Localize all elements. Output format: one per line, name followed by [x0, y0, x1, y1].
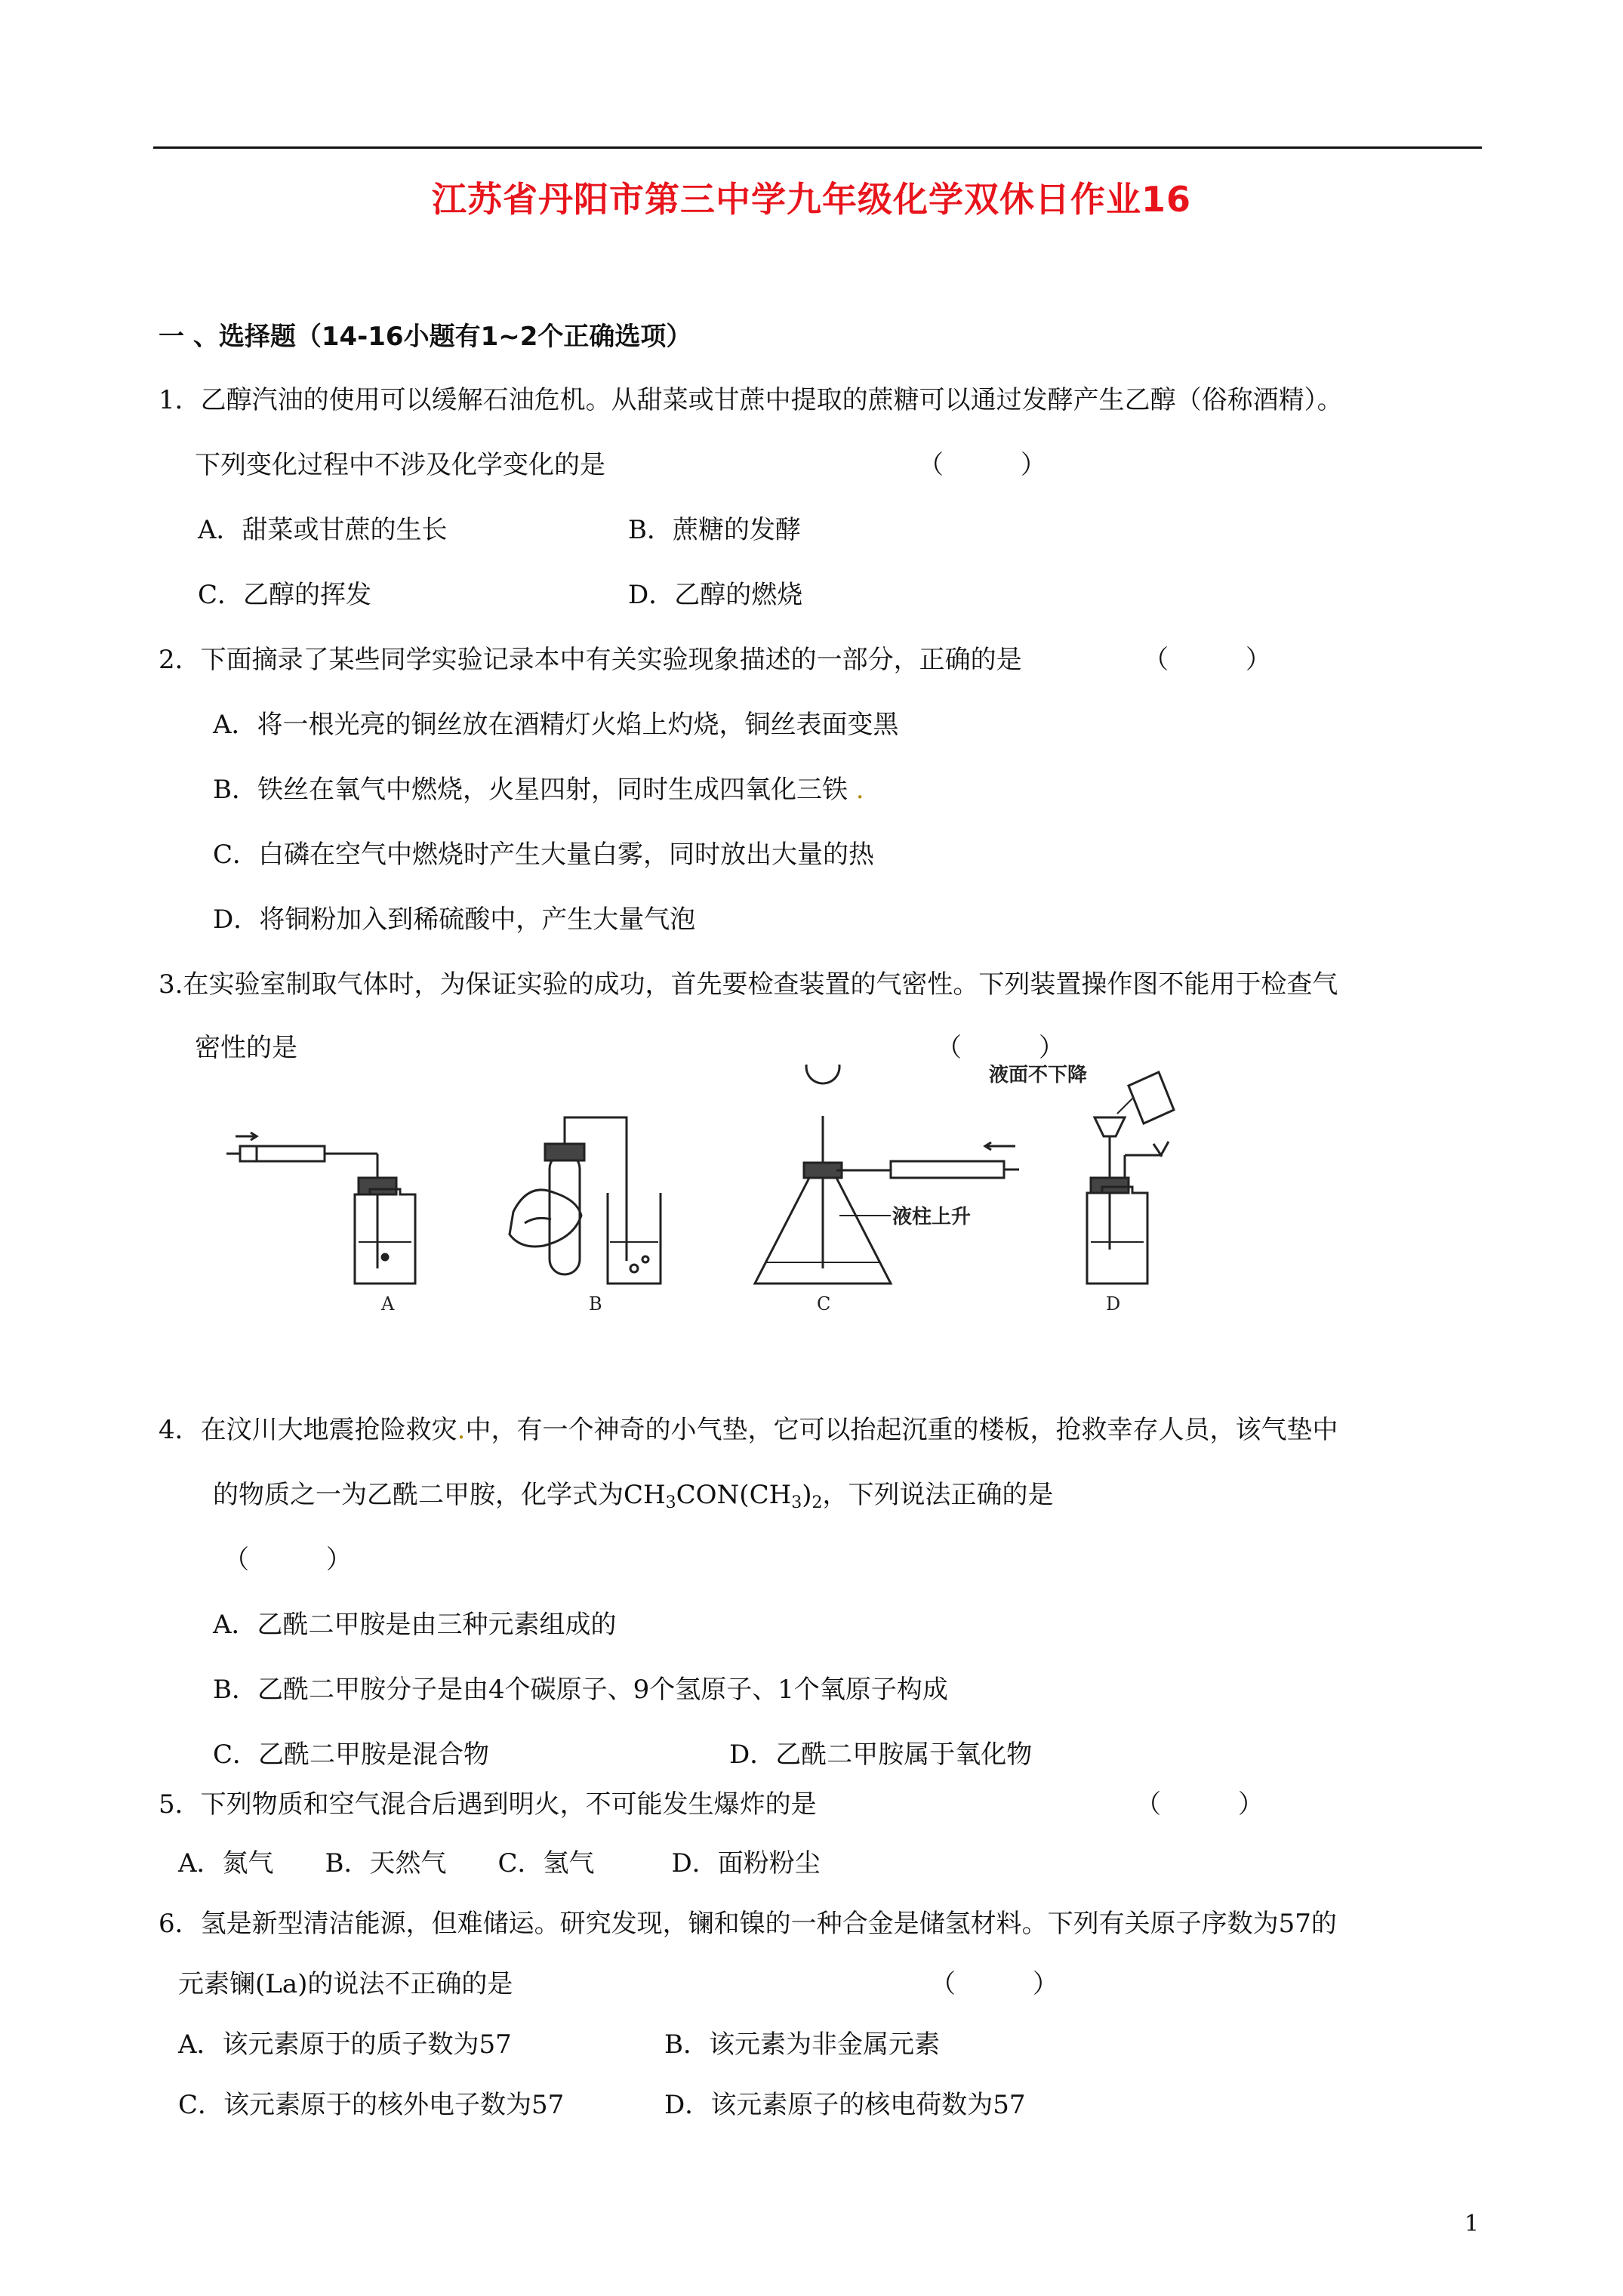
q4-option-b: B．乙酰二甲胺分子是由4个碳原子、9个氢原子、1个氧原子构成 — [213, 1675, 948, 1705]
label-d: D — [1106, 1293, 1121, 1314]
apparatus-c — [755, 1065, 1019, 1314]
q4-answer-paren: （ ） — [223, 1545, 352, 1575]
apparatus-b — [510, 1117, 661, 1314]
q4-stem-line1: 4．在汶川大地震抢险救灾.中，有一个神奇的小气垫，它可以抬起沉重的楼板，抢救幸存人员，该气垫中 — [159, 1415, 1338, 1445]
q2-answer-paren: （ ） — [1143, 645, 1271, 675]
section-heading: 一 、选择题（14-16小题有1~2个正确选项） — [159, 322, 692, 352]
q2-option-a: A．将一根光亮的铜丝放在酒精灯火焰上灼烧，铜丝表面变黑 — [213, 710, 899, 740]
q2-option-c: C．白磷在空气中燃烧时产生大量白雾，同时放出大量的热 — [213, 840, 875, 870]
apparatus-d — [989, 1065, 1174, 1314]
q3-stem-line1: 3.在实验室制取气体时，为保证实验的成功，首先要检查装置的气密性。下列装置操作图不能用于检查气 — [159, 969, 1338, 1000]
q6-option-c: C．该元素原于的核外电子数为57 — [178, 2090, 565, 2120]
q1-stem-line1: 1．乙醇汽油的使用可以缓解石油危机。从甜菜或甘蔗中提取的蔗糖可以通过发酵产生乙醇（俗称酒精）。 — [159, 385, 1343, 415]
page-title: 江苏省丹阳市第三中学九年级化学双休日作业16 — [431, 179, 1191, 220]
page-number: 1 — [1464, 2211, 1480, 2237]
q6-option-d: D．该元素原子的核电荷数为57 — [664, 2090, 1026, 2120]
q4-option-c: C．乙酰二甲胺是混合物 — [213, 1740, 490, 1770]
label-a: A — [381, 1293, 395, 1314]
note-d: 液面不下降 — [989, 1065, 1088, 1086]
apparatus-figure — [226, 1065, 1193, 1321]
q3-stem-line2: 密性的是 — [195, 1033, 297, 1063]
q2-option-b: B．铁丝在氧气中燃烧，火星四射，同时生成四氧化三铁 . — [213, 775, 864, 805]
q1-option-c: C．乙醇的挥发 — [198, 580, 372, 610]
q4-stem-line2: 的物质之一为乙酰二甲胺，化学式为$CH_3CON(CH_3)_2$，下列说法正确的是 — [213, 1480, 1054, 1512]
q5-options: A．氮气 B．天然气 C．氢气 D．面粉粉尘 — [178, 1848, 821, 1878]
q6-option-a: A．该元素原于的质子数为57 — [178, 2029, 512, 2060]
header-rule — [153, 146, 1482, 149]
q1-option-a: A．甜菜或甘蔗的生长 — [198, 515, 448, 545]
q5-answer-paren: （ ） — [1135, 1789, 1264, 1820]
q6-option-b: B．该元素为非金属元素 — [664, 2029, 940, 2060]
label-b: B — [589, 1293, 602, 1314]
q1-option-d: D．乙醇的燃烧 — [628, 580, 803, 610]
q4-option-a: A．乙酰二甲胺是由三种元素组成的 — [213, 1610, 617, 1640]
stray-mark: . — [457, 1415, 466, 1445]
q6-stem-line1: 6．氢是新型清洁能源，但难储运。研究发现，镧和镍的一种合金是储氢材料。下列有关原子序数为57的 — [159, 1909, 1337, 1939]
q6-answer-paren: （ ） — [930, 1969, 1058, 1999]
q2-option-d: D．将铜粉加入到稀硫酸中，产生大量气泡 — [213, 905, 696, 935]
note-c: 液柱上升 — [892, 1206, 972, 1228]
q1-answer-paren: （ ） — [918, 450, 1046, 480]
stray-mark: . — [855, 775, 864, 805]
q1-option-b: B．蔗糖的发酵 — [628, 515, 801, 545]
q2-stem: 2．下面摘录了某些同学实验记录本中有关实验现象描述的一部分，正确的是 — [159, 645, 1022, 675]
label-c: C — [817, 1293, 831, 1314]
q4-option-d: D．乙酰二甲胺属于氧化物 — [729, 1740, 1033, 1770]
q5-stem: 5．下列物质和空气混合后遇到明火，不可能发生爆炸的是 — [159, 1789, 817, 1820]
apparatus-a — [226, 1133, 415, 1314]
q6-stem-line2: 元素镧(La)的说法不正确的是 — [178, 1969, 513, 1999]
q1-stem-line2: 下列变化过程中不涉及化学变化的是 — [195, 450, 605, 480]
q3-answer-paren: （ ） — [936, 1033, 1064, 1063]
